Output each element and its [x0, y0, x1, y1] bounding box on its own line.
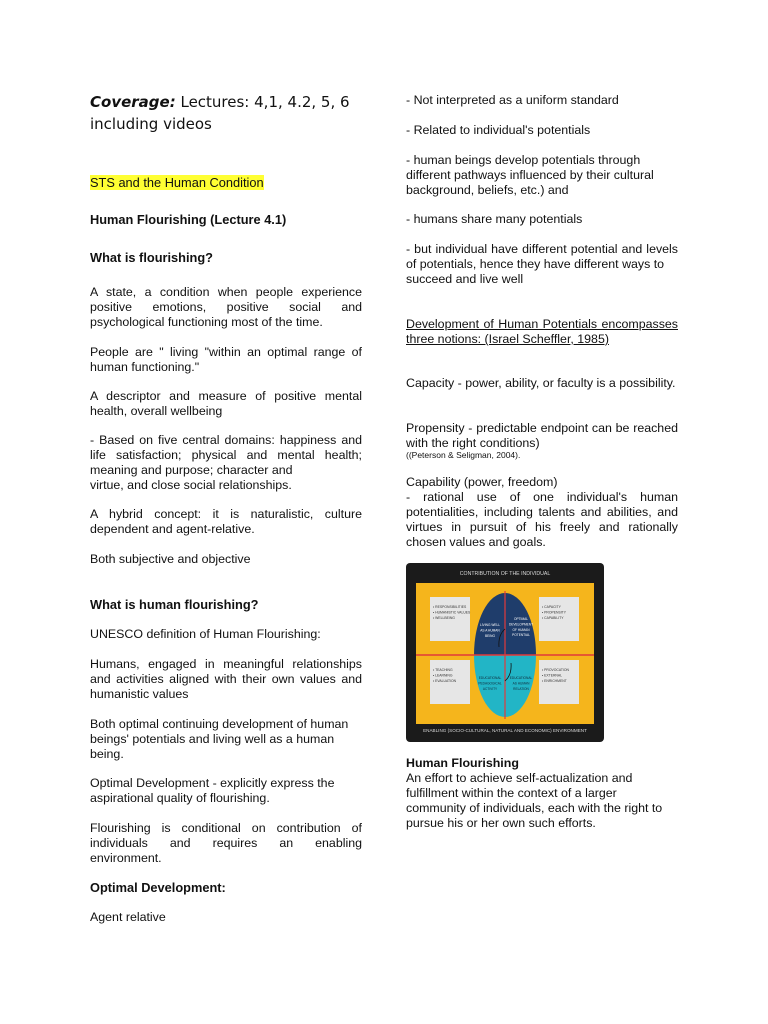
heading-what-is-human-flourishing: What is human flourishing?: [90, 597, 259, 612]
box-bottom-right-line: • EXTERNAL: [542, 673, 563, 678]
capability-definition: - rational use of one individual's human potentialities, including talents and abilities, and virtues in pursuit of his freely and rationally chosen values and goals.: [406, 490, 678, 549]
quadrant-bottom-left-line: EDUCATIONAL: [478, 676, 502, 680]
box-bottom-left-line: • LEARNING: [433, 673, 453, 678]
different-potential-line-a: - but individual have different potential and levels: [406, 242, 678, 256]
coverage-text: Lectures: 4,1, 4.2, 5, 6 including videos: [90, 93, 350, 133]
box-top-right-line: • CAPABILITY: [542, 616, 564, 621]
box-bottom-left-line: • TEACHING: [433, 668, 453, 672]
human-flourishing-diagram: [406, 563, 604, 742]
human-flourishing-definition: An effort to achieve self-actualization and fulfillment within the context of a larger community of individuals, each with the right to pursue his or her own such efforts.: [406, 771, 663, 830]
paragraph-unesco: UNESCO definition of Human Flourishing:: [90, 627, 321, 641]
section-title: [90, 175, 362, 190]
quadrant-top-right-line: OF HUMAN: [512, 627, 530, 632]
bullet-different-potential: [406, 242, 678, 287]
development-heading: Development of Human Potentials encompasses three notions: (Israel Scheffler, 1985): [406, 317, 678, 346]
quadrant-bottom-left-line: PEDAGOGICAL: [478, 681, 502, 686]
five-domains-line-a: - Based on five central domains: happiness and life satisfaction; physical and mental health; meaning and purpose; character and: [90, 433, 362, 477]
pathways-line-b: different pathways influenced by their cultural: [406, 168, 654, 182]
quadrant-bottom-right-line: EDUCATIONAL: [509, 676, 533, 680]
pathways-line-a: - human beings develop potentials through: [406, 153, 641, 167]
box-top-left-line: • WELLBEING: [433, 616, 455, 621]
paragraph-humans-engaged: Humans, engaged in meaningful relationships and activities aligned with their own values and humanistic values: [90, 657, 362, 701]
heading-human-flourishing: Human Flourishing (Lecture 4.1): [90, 212, 287, 227]
capacity-definition: Capacity - power, ability, or faculty is a possibility.: [406, 376, 676, 390]
human-flourishing-heading: Human Flourishing: [406, 756, 519, 770]
paragraph-optimal-continuing: Both optimal continuing development of human beings' potentials and living well as a human being.: [90, 717, 349, 761]
paragraph-conditional: Flourishing is conditional on contribution of individuals and requires an enabling environment.: [90, 821, 362, 865]
bullet-uniform-standard: - Not interpreted as a uniform standard: [406, 93, 619, 107]
diagram-top-label: CONTRIBUTION OF THE INDIVIDUAL: [459, 571, 551, 577]
bullet-pathways: [406, 153, 678, 198]
coverage-label: Coverage:: [90, 93, 176, 111]
diagram-svg: [406, 563, 604, 742]
different-potential-line-b: of potentials, hence they have different ways to succeed and live well: [406, 257, 665, 286]
box-bottom-right-line: • ENRICHMENT: [542, 679, 567, 684]
bullet-individual-potentials: - Related to individual's potentials: [406, 123, 591, 137]
box-bottom-right-line: • PROVOCATION: [542, 668, 569, 672]
propensity-citation: ((Peterson & Seligman, 2004).: [406, 450, 521, 460]
quadrant-top-left-line: LIVING WELL: [479, 623, 501, 627]
quadrant-top-left-line: BEING: [485, 633, 495, 638]
coverage-line: [90, 91, 362, 135]
paragraph-descriptor: A descriptor and measure of positive mental health, overall wellbeing: [90, 389, 362, 418]
paragraph-agent-relative: Agent relative: [90, 910, 166, 924]
quadrant-top-left-line: AS A HUMAN: [480, 628, 500, 633]
quadrant-top-right-line: OPTIMAL: [514, 617, 528, 621]
paragraph-optimal-range: People are " living "within an optimal range of human functioning.": [90, 345, 362, 374]
quadrant-top-right-line: POTENTIAL: [512, 633, 530, 638]
box-top-right-line: • PROPENSITY: [542, 610, 566, 615]
heading-optimal-development: Optimal Development:: [90, 880, 226, 895]
bullet-share-potentials: - humans share many potentials: [406, 212, 583, 226]
quadrant-bottom-right-line: RELATION: [513, 686, 529, 691]
quadrant-top-right-line: DEVELOPMENT: [508, 622, 534, 627]
box-top-right-line: • CAPACITY: [542, 605, 561, 609]
capability-title: Capability (power, freedom): [406, 475, 558, 489]
paragraph-subjective-objective: Both subjective and objective: [90, 552, 251, 566]
section-title-highlight: STS and the Human Condition: [90, 175, 264, 190]
paragraph-state: A state, a condition when people experience positive emotions, positive social and psychological functioning most of the time.: [90, 285, 362, 329]
five-domains-line-b: virtue, and close social relationships.: [90, 478, 292, 492]
paragraph-optimal-development: Optimal Development - explicitly express the aspirational quality of flourishing.: [90, 776, 335, 805]
heading-what-is-flourishing: What is flourishing?: [90, 250, 213, 265]
paragraph-five-domains: [90, 433, 362, 493]
propensity-definition: Propensity - predictable endpoint can be reached with the right conditions): [406, 421, 678, 450]
box-bottom-left-line: • EVALUATION: [433, 679, 457, 684]
box-top-left-line: • RESPONSIBILITIES: [433, 605, 467, 609]
pathways-line-c: background, beliefs, etc.) and: [406, 183, 569, 197]
quadrant-bottom-right-line: AS HUMAN: [512, 681, 530, 686]
quadrant-bottom-left-line: ACTIVITY: [482, 686, 498, 691]
box-top-left-line: • HUMANISTIC VALUES: [433, 610, 471, 615]
diagram-bottom-label: ENABLING (SOCIO-CULTURAL, NATURAL AND ECONOMIC) ENVIRONMENT: [423, 728, 587, 733]
paragraph-hybrid: A hybrid concept: it is naturalistic, culture dependent and agent-relative.: [90, 507, 362, 536]
